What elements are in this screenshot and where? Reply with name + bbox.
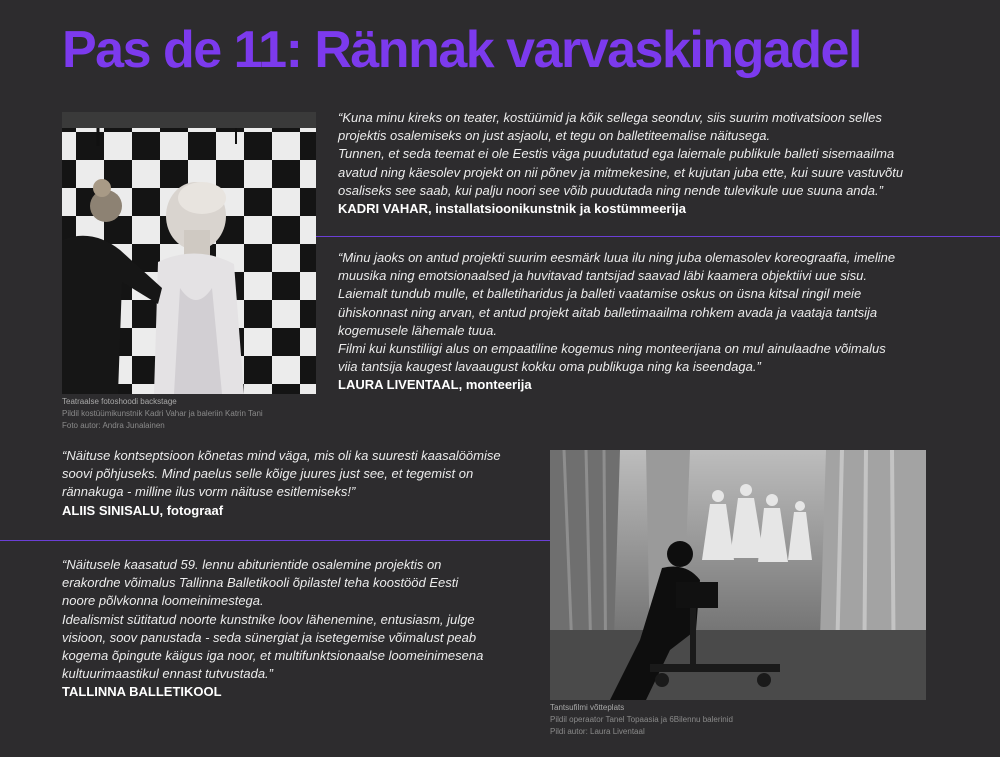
quote-line: soovi põhjuseks. Mind paelus selle kõige juures just see, et tegemist on <box>62 466 474 482</box>
quote-kadri-vahar <box>338 109 978 218</box>
caption-title: Tantsufilmi võtteplats <box>550 703 625 712</box>
quote-line: kultuurimaastikul ennast tutvustada.” <box>62 666 273 682</box>
quote-line: rännakuga - milline ilus vorm näituse esitlemiseks!” <box>62 484 356 500</box>
page-title: Pas de 11: Rännak varvaskingadel <box>62 21 861 79</box>
quote-laura-liventaal <box>338 249 978 395</box>
quote-line: visioon, soov panustada - seda sünergiat ja isetegemise võimalust peab <box>62 629 477 645</box>
quote-line: Filmi kui kunstiliigi alus on empaatiline kogemus ning monteerijana on mul ainulaadne võimalus <box>338 341 886 357</box>
quote-aliis-sinisalu <box>62 447 542 520</box>
caption-title: Teatraalse fotoshoodi backstage <box>62 397 177 406</box>
quote-text <box>338 109 978 200</box>
quote-line: kogemusele lähemale tuua. <box>338 322 497 338</box>
divider-bottom <box>0 540 550 541</box>
quote-text <box>62 556 542 683</box>
quote-line: “Kuna minu kireks on teater, kostüümid ja kõik sellega seonduv, siis suurim motivatsioon selles <box>338 110 882 125</box>
quote-text <box>62 447 542 502</box>
quote-author: TALLINNA BALLETIKOOL <box>62 684 222 700</box>
caption-author: Foto autor: Andra Junalainen <box>62 421 165 430</box>
quote-line: projektis osalemiseks on just asjaolu, et tegu on balletiteemalise näitusega. <box>338 128 771 144</box>
quote-line: “Minu jaoks on antud projekti suurim eesmärk luua ilu ning juba olemasolev koreograafia, imeline <box>338 250 896 265</box>
quote-line: Tunnen, et seda teemat ei ole Eestis väga puudutatud ega laiemale publikule balleti sisemaailma <box>338 146 895 162</box>
quote-line: avatud ning käesolev projekt on nii põnev ja mitmekesine, et kujutan juba ette, kui suure vastuvõtu <box>338 164 904 180</box>
backstage-caption <box>62 396 322 432</box>
quote-line: “Näituse kontseptsioon kõnetas mind väga, mis oli ka suuresti kaasalöömise <box>62 448 501 463</box>
quote-line: “Näitusele kaasatud 59. lennu abiturientide osalemine projektis on <box>62 557 442 572</box>
backstage-photo <box>62 112 316 394</box>
quote-line: noore põlvkonna loomeinimestega. <box>62 593 264 609</box>
quote-line: viia tantsija kaugest lavaaugust kokku oma publikuga ning ka iseendaga.” <box>338 359 761 375</box>
quote-line: Idealismist sütitatud noorte kunstnike loov lähenemine, entusiasm, julge <box>62 611 475 627</box>
quote-line: muusika ning emotsionaalsed ja huvitavad tantsijad saavad läbi kaamera objektiivi uue sisu. <box>338 268 867 284</box>
quote-line: ühiskonnast ning arvan, et antud projekt aitab balletimaailma rohkem avada ja vaataja tantsija <box>338 304 878 320</box>
caption-credit: Pildil operaator Tanel Topaasia ja 6Bilennu balerinid <box>550 715 733 724</box>
caption-credit: Pildil kostüümikunstnik Kadri Vahar ja baleriin Katrin Tani <box>62 409 263 418</box>
quote-line: erakordne võimalus Tallinna Balletikooli õpilastel teha koostööd Eesti <box>62 575 459 591</box>
quote-line: osaliseks see saab, kui palju noori see võib puudutada ning nende tulevikule uue suuna anda.” <box>338 182 883 198</box>
quote-author: KADRI VAHAR, installatsioonikunstnik ja kostümmeerija <box>338 201 686 217</box>
divider-top <box>316 236 1000 237</box>
quote-line: Laiemalt tundub mulle, et balletiharidus ja balleti vaatamise oskus on üsna kitsal ringil meie <box>338 286 862 302</box>
quote-author: ALIIS SINISALU, fotograaf <box>62 502 224 518</box>
filmset-photo <box>550 450 926 700</box>
quote-author: LAURA LIVENTAAL, monteerija <box>338 377 532 393</box>
quote-text <box>338 249 978 376</box>
caption-author: Pildi autor: Laura Liventaal <box>550 727 645 736</box>
filmset-caption <box>550 702 930 738</box>
quote-line: kogema õpingute käigus iga noor, et multifunktsionaalse loomeinimesena <box>62 648 484 664</box>
quote-tallinna-balletikool <box>62 556 542 702</box>
